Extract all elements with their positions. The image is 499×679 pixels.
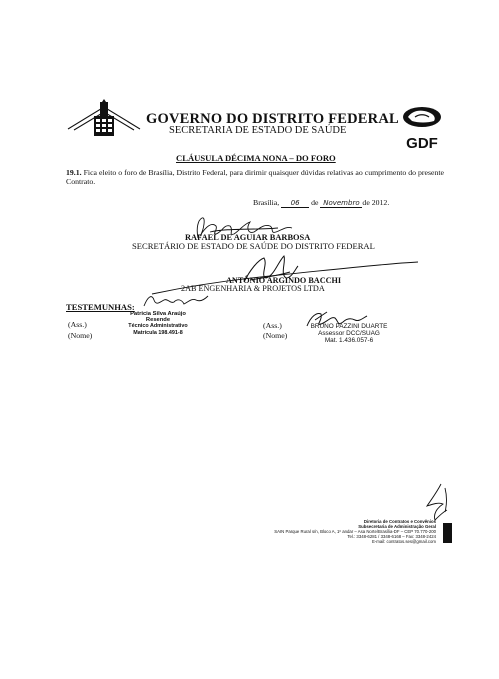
witness1-stamp (118, 311, 198, 336)
date-line (253, 198, 389, 208)
brasilia-emblem-logo (66, 98, 142, 140)
signatory1-name: RAFAEL DE AGUIAR BARBOSA (185, 233, 311, 242)
signatory1-role: SECRETÁRIO DE ESTADO DE SAÚDE DO DISTRITO FEDERAL (132, 241, 375, 251)
footer-line-2: Subsecretaria de Administração Geral (358, 523, 436, 529)
witness1-signature (142, 292, 212, 312)
witness2-stamp (300, 323, 398, 344)
witness2-ass-label: (Ass.) (263, 321, 282, 330)
footer-line-5: E-mail: contratos.ses@gmail.com (371, 538, 436, 544)
witness1-matricula: Matrícula 198.491-8 (133, 329, 183, 336)
date-month: Novembro (320, 199, 362, 208)
footer-black-bar (443, 523, 452, 543)
date-year: de 2012. (362, 198, 390, 207)
footer-line-4: Tel.: 3348-6281 / 3348-6168 – Fax: 3348-2424 (347, 533, 436, 539)
witness1-title: Técnico Administrativo (128, 323, 188, 330)
signatory2-name: ANTÔNIO ARGINDO BACCHI (226, 276, 342, 285)
witness2-title: Assessor DCC/SUAG (318, 330, 380, 337)
government-title: GOVERNO DO DISTRITO FEDERAL (146, 111, 399, 127)
footer-line-1: Diretoria de Contratos e Convênios (363, 519, 436, 524)
date-day: 06 (281, 199, 309, 208)
clause-title: CLÁUSULA DÉCIMA NONA – DO FORO (176, 153, 336, 163)
footer-address (180, 520, 436, 545)
witness2-matricula: Mat. 1.436.057-6 (324, 337, 374, 344)
date-city: Brasília, (253, 198, 280, 207)
clause-text: Fica eleito o foro de Brasília, Distrito Federal, para dirimir quaisquer dúvidas relativas ao cumprimento do presente Contrato. (66, 168, 444, 187)
witness1-ass-label: (Ass.) (68, 320, 87, 329)
clause-number: 19.1. (66, 168, 82, 177)
witness1-nome-label: (Nome) (68, 331, 93, 340)
gdf-logo (398, 104, 446, 152)
witness2-nome-label: (Nome) (263, 331, 288, 340)
witness2-name: BRUNO PAZZINI DUARTE (310, 323, 388, 330)
gdf-logo-text: GDF (406, 135, 438, 152)
witnesses-label: TESTEMUNHAS: (66, 302, 135, 312)
witness1-name: Patricia Silva Araújo Resende (130, 311, 186, 324)
footer-line-3: SAIN Parque Rural s/n, Bloco A, 1º andar – Asa Norte/Brasília-DF – CEP 70.770-200 (274, 528, 436, 534)
signatory2-company: 2AB ENGENHARIA & PROJETOS LTDA (181, 284, 325, 293)
clause-paragraph (66, 168, 444, 187)
secretaria-subtitle: SECRETARIA DE ESTADO DE SAÚDE (169, 125, 347, 136)
date-de: de (311, 198, 319, 207)
